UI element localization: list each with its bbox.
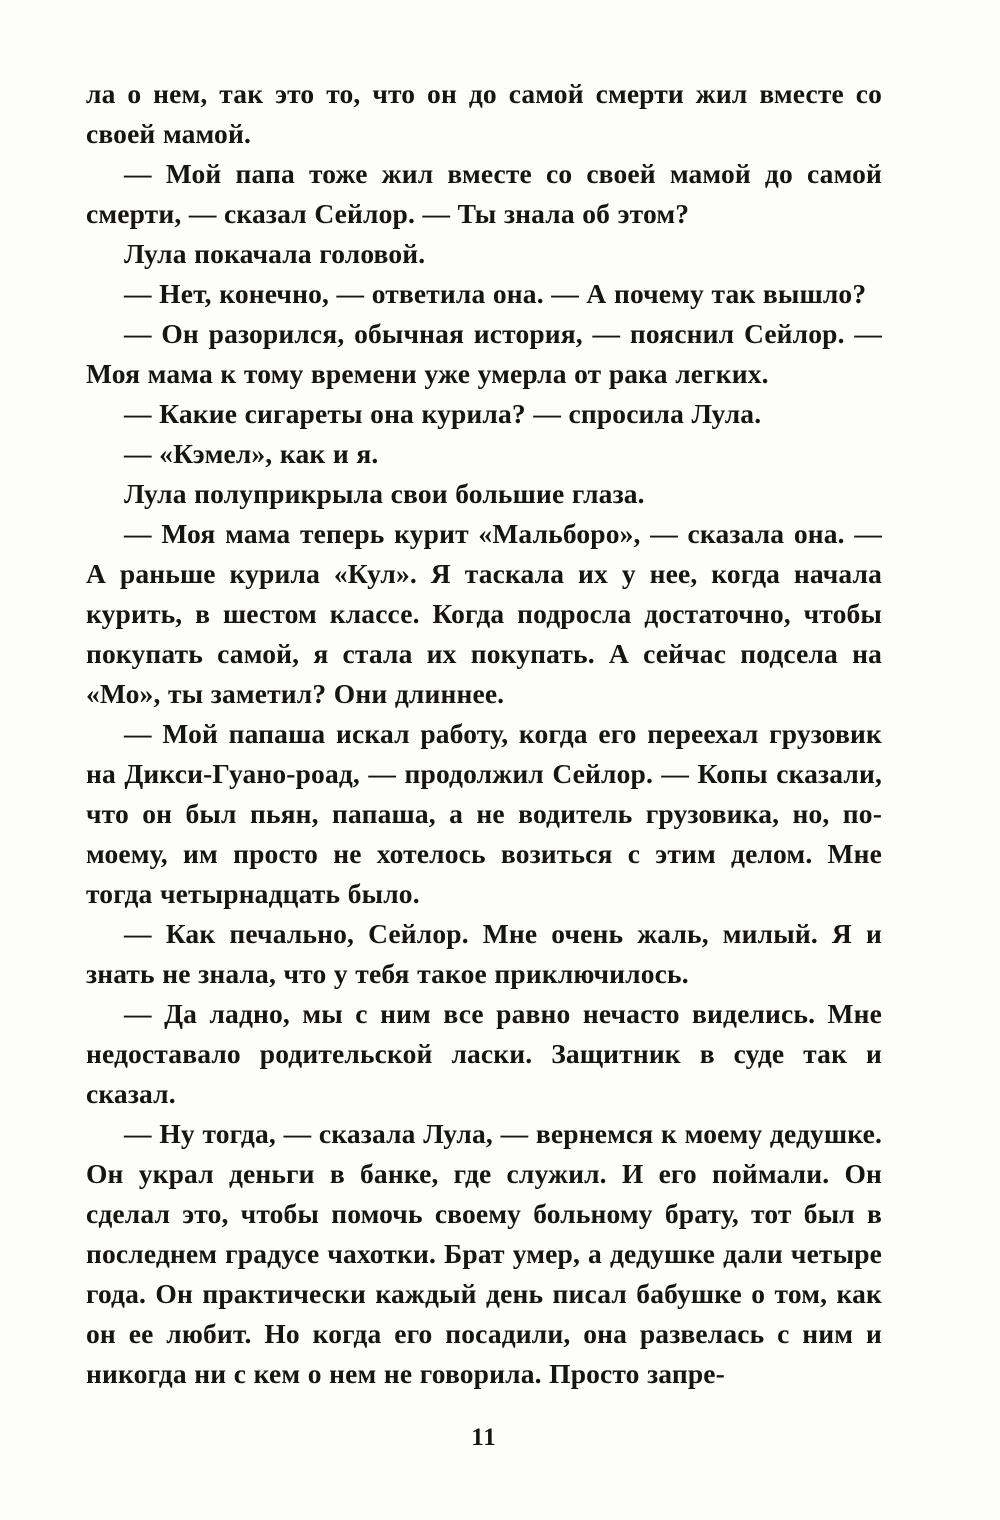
paragraph: ла о нем, так это то, что он до самой смерти жил вместе со своей мамой. [86, 78, 882, 149]
paragraph: — Моя мама теперь курит «Мальборо», — сказала она. — А раньше курила «Кул». Я таскала их у нее, когда начала курить, в шестом классе. Когда подросла достаточно, чтобы покупать самой, я стала их покупать. А сейчас подсела на «Мо», ты заметил? Они длиннее. [86, 518, 882, 709]
paragraph: — «Кэмел», как и я. [124, 438, 379, 469]
paragraph: — Мой папаша искал работу, когда его переехал грузовик на Дикси-Гуано-роад, — продолжил Сейлор. — Копы сказали, что он был пьян, папаша, а не водитель грузовика, но, по-моему, им просто не хотелось возиться с этим делом. Мне тогда четырнадцать было. [86, 718, 882, 909]
paragraph: — Нет, конечно, — ответила она. — А почему так вышло? [124, 278, 867, 309]
paragraph: — Ну тогда, — сказала Лула, — вернемся к моему дедушке. Он украл деньги в банке, где служил. И его поймали. Он сделал это, чтобы помочь своему больному брату, тот был в последнем градусе чахотки. Брат умер, а дедушке дали четыре года. Он практически каждый день писал бабушке о том, как он ее любит. Но когда его посадили, она развелась с ним и никогда ни с кем о нем не говорила. Просто запре- [86, 1118, 882, 1389]
paragraph: Лула покачала головой. [124, 238, 426, 269]
paragraph: — Да ладно, мы с ним все равно нечасто виделись. Мне недоставало родительской ласки. Защитник в суде так и сказал. [86, 998, 882, 1109]
paragraph: — Как печально, Сейлор. Мне очень жаль, милый. Я и знать не знала, что у тебя такое приключилось. [86, 918, 882, 989]
paragraph: — Мой папа тоже жил вместе со своей мамой до самой смерти, — сказал Сейлор. — Ты знала об этом? [86, 158, 882, 229]
page-footer [86, 1425, 882, 1450]
paragraph: Лула полуприкрыла свои большие глаза. [124, 478, 645, 509]
page-number: 11 [471, 1424, 497, 1451]
paragraph: — Он разорился, обычная история, — пояснил Сейлор. — Моя мама к тому времени уже умерла от рака легких. [86, 318, 882, 389]
page-text [86, 74, 882, 1394]
paragraph: — Какие сигареты она курила? — спросила Лула. [124, 398, 762, 429]
